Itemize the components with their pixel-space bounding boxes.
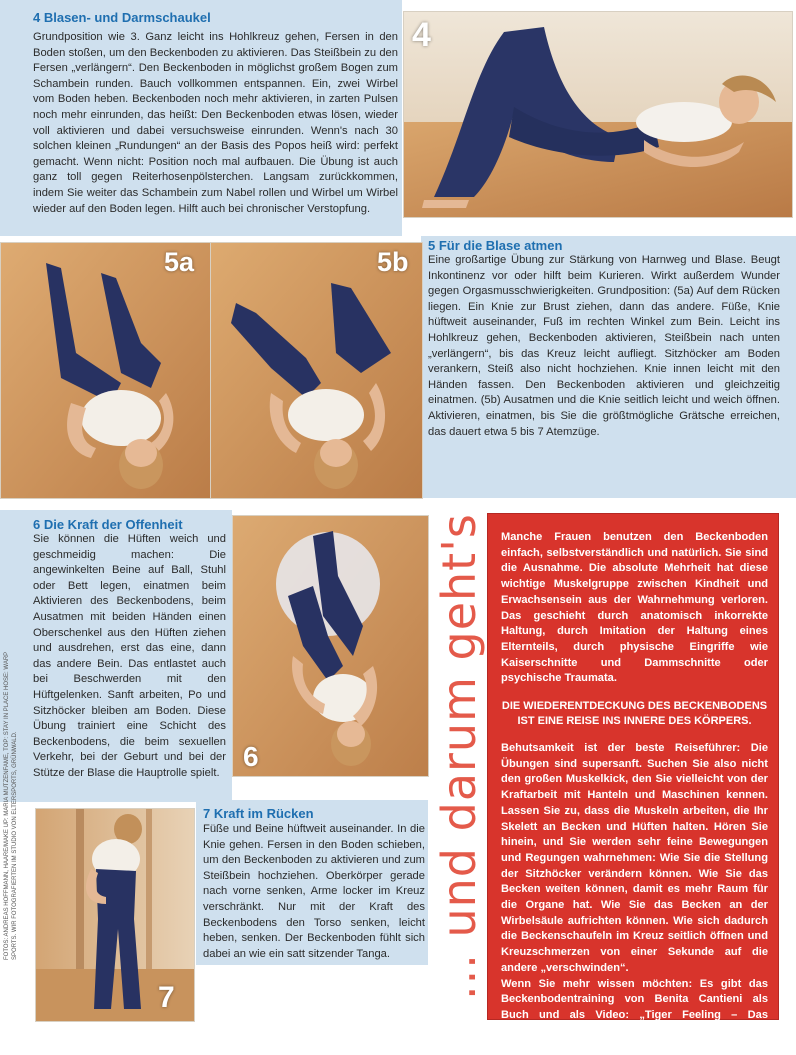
photo-5b-label: 5b <box>377 247 409 277</box>
photo-exercise-5a <box>0 242 211 499</box>
section-7-text: Füße und Beine hüftweit auseinander. In die Knie gehen. Fersen in den Boden schieben, um den Beckenboden zu aktivieren und zum Steißbein hochziehen. Oberkörper gerade nach vorne senken, Arme locker im Kreuz verschränkt. Nur mit der Kraft des Beckenbodens den Torso senken, leicht heben, senken. Der Beckenboden fühlt sich dabei an wie ein satt sitzender Tanga. <box>203 823 425 960</box>
photo-6-number: 6 <box>243 741 259 772</box>
info-box-intro: Manche Frauen benutzen den Beckenboden einfach, selbstverständlich und natürlich. Sie sind die Ausnahme. Die absolute Mehrheit hat diese wichtige Muskelgruppe zwischen Kindheit und Erwachsensein aus der Wahrnehmung verloren. Das geschieht durch anatomisch inkorrekte Haltung, durch Imitation der Haltung eines Elternteils, durch physische Eingriffe wie Kaiserschnitte und Dammschnitte oder psychische Traumata. <box>501 531 768 685</box>
section-4-text: Grundposition wie 3. Ganz leicht ins Hohlkreuz gehen, Fersen in den Boden stoßen, um den Beckenboden zu aktivieren. Das Steißbein zu den Fersen „verlängern“. Den Beckenboden in möglichst großem Bogen zum Schambein runden. Bauch vollkommen entspannen. Ein, zwei Wirbel vom Boden heben. Beckenboden noch mehr aktivieren, in zarten Pulsen noch mehr einrunden, das heißt: Den Beckenboden etwas lösen, wieder voll aktivieren und dabei versuchsweise einrunden. Wenn's nach 30 solchen kleinen „Rundungen“ an der Basis des Popos heiß wird: perfekt gemacht. Wenn nicht: Position noch mal aufbauen. Die Übung ist auch ganz toll gegen Reiterhosenpölsterchen. Langsam zurückkommen, indem Sie weiter das Schambein zum Nabel rollen und Wirbel um Wirbel wieder auf den Boden legen. Hilft auch bei chronischer Verstopfung. <box>33 31 398 215</box>
photo-exercise-7 <box>35 808 195 1022</box>
section-4-heading: 4 Blasen- und Darmschaukel <box>33 10 211 25</box>
info-box-more-info: Wenn Sie mehr wissen möchten: Es gibt das Beckenbodentraining von Benita Cantieni als Buch und als Video: „Tiger Feeling – Das sinnliche Beckenbodentraining“, Verlag Gesundheit. <box>501 977 768 1053</box>
vertical-title <box>428 510 488 1010</box>
photo-exercise-4 <box>403 11 793 218</box>
section-7-heading: 7 Kraft im Rücken <box>203 806 314 821</box>
photo-exercise-5b <box>210 242 423 499</box>
photo-exercise-6 <box>232 515 429 777</box>
photo-4-number: 4 <box>412 16 431 54</box>
photo-credits <box>3 630 25 960</box>
section-5-text: Eine großartige Übung zur Stärkung von Harnweg und Blase. Beugt Inkontinenz vor oder hilft beim Kurieren. Wirkt außerdem Wunder gegen Orgasmusschwierigkeiten. Grundposition: (5a) Auf dem Rücken liegen. Ein Knie zur Brust ziehen, dann das andere. Füße, Knie hüftweit auseinander, Fuß im rechten Winkel zum Bein. Leicht ins Hohlkreuz gehen, Beckenboden aktivieren, Steißbein nach unten „verlängern“, bis das Kreuz leicht aufliegt. Sitzhöcker am Boden verankern, Steiß also nicht hochziehen. Knie innen leicht mit den Händen fassen. Den Beckenboden aktivieren und gleichzeitig einatmen. (5b) Ausatmen und die Knie seitlich leicht und weich öffnen. Aktivieren, einatmen, bis Sie die größtmögliche Grätsche erreichen, das dauert etwa 5 bis 7 Atemzüge. <box>428 254 780 438</box>
info-box-highlight: DIE WIEDERENTDECKUNG DES BECKENBODENS IST EINE REISE INS INNERE DES KÖRPERS. <box>501 700 768 728</box>
section-6-text: Sie können die Hüften weich und geschmeidig machen: Die angewinkelten Beine auf Ball, Stuhl oder Bett legen, einatmen beim Aktivieren des Beckenbodens, beim Ausatmen mit beiden Händen einen Oberschenkel aus den Hüften ziehen und ausdrehen, erst das eine, dann das andere Bein. Das entlastet auch bei Beschwerden mit den Hüftgelenken. Sanft arbeiten, Po und Sitzhöcker bleiben am Boden. Diese Übung trainiert eine Schicht des Beckenbodens, die beim sexuellen Verkehr, bei der Geburt und bei der Stütze der Blase die Hauptrolle spielt. <box>33 533 226 779</box>
section-5-heading: 5 Für die Blase atmen <box>428 238 563 253</box>
photo-5a-label: 5a <box>164 247 195 277</box>
photo-7-number: 7 <box>158 981 175 1014</box>
photo-credits-text: FOTOS: ANDREAS HOFFMANN, HAARE/MAKE UP: MARIA MUTZENFAME, TOP: STAY IN PLACE HOSE: WARP SPORTS. WIR FOTOGRAFIERTEN IM STUDIO VON ELTERSPORTS, GRÜNWALD. <box>4 651 18 960</box>
vertical-title-text: ... und darum geht's <box>432 513 486 1000</box>
section-6-heading: 6 Die Kraft der Offenheit <box>33 517 183 532</box>
info-box <box>487 513 779 1053</box>
info-box-body: Behutsamkeit ist der beste Reiseführer: Die Übungen sind supersanft. Suchen Sie also nicht den großen Muskelkick, den Sie vielleicht von der Kraftarbeit mit Hanteln und Maschinen kennen. Lassen Sie zu, dass die Muskeln arbeiten, die Ihr Skelett an Becken und Hüften halten. Hören Sie hinein, und Sie werden sehr feine Bewegungen und Regungen wahrnehmen: Wie Sie die Stellung der Sitzhöcker verändern können. Wie Sie das Becken weiten können, damit es mehr Raum für die Organe hat. Wie Sie das Becken an der Wirbelsäule aufrichten können. Wie sich dadurch die Beckenschaufeln im Kreuz seitlich öffnen und Kreuzschmerzen von einer Sekunde auf die andere „verschwinden“. <box>501 742 768 974</box>
